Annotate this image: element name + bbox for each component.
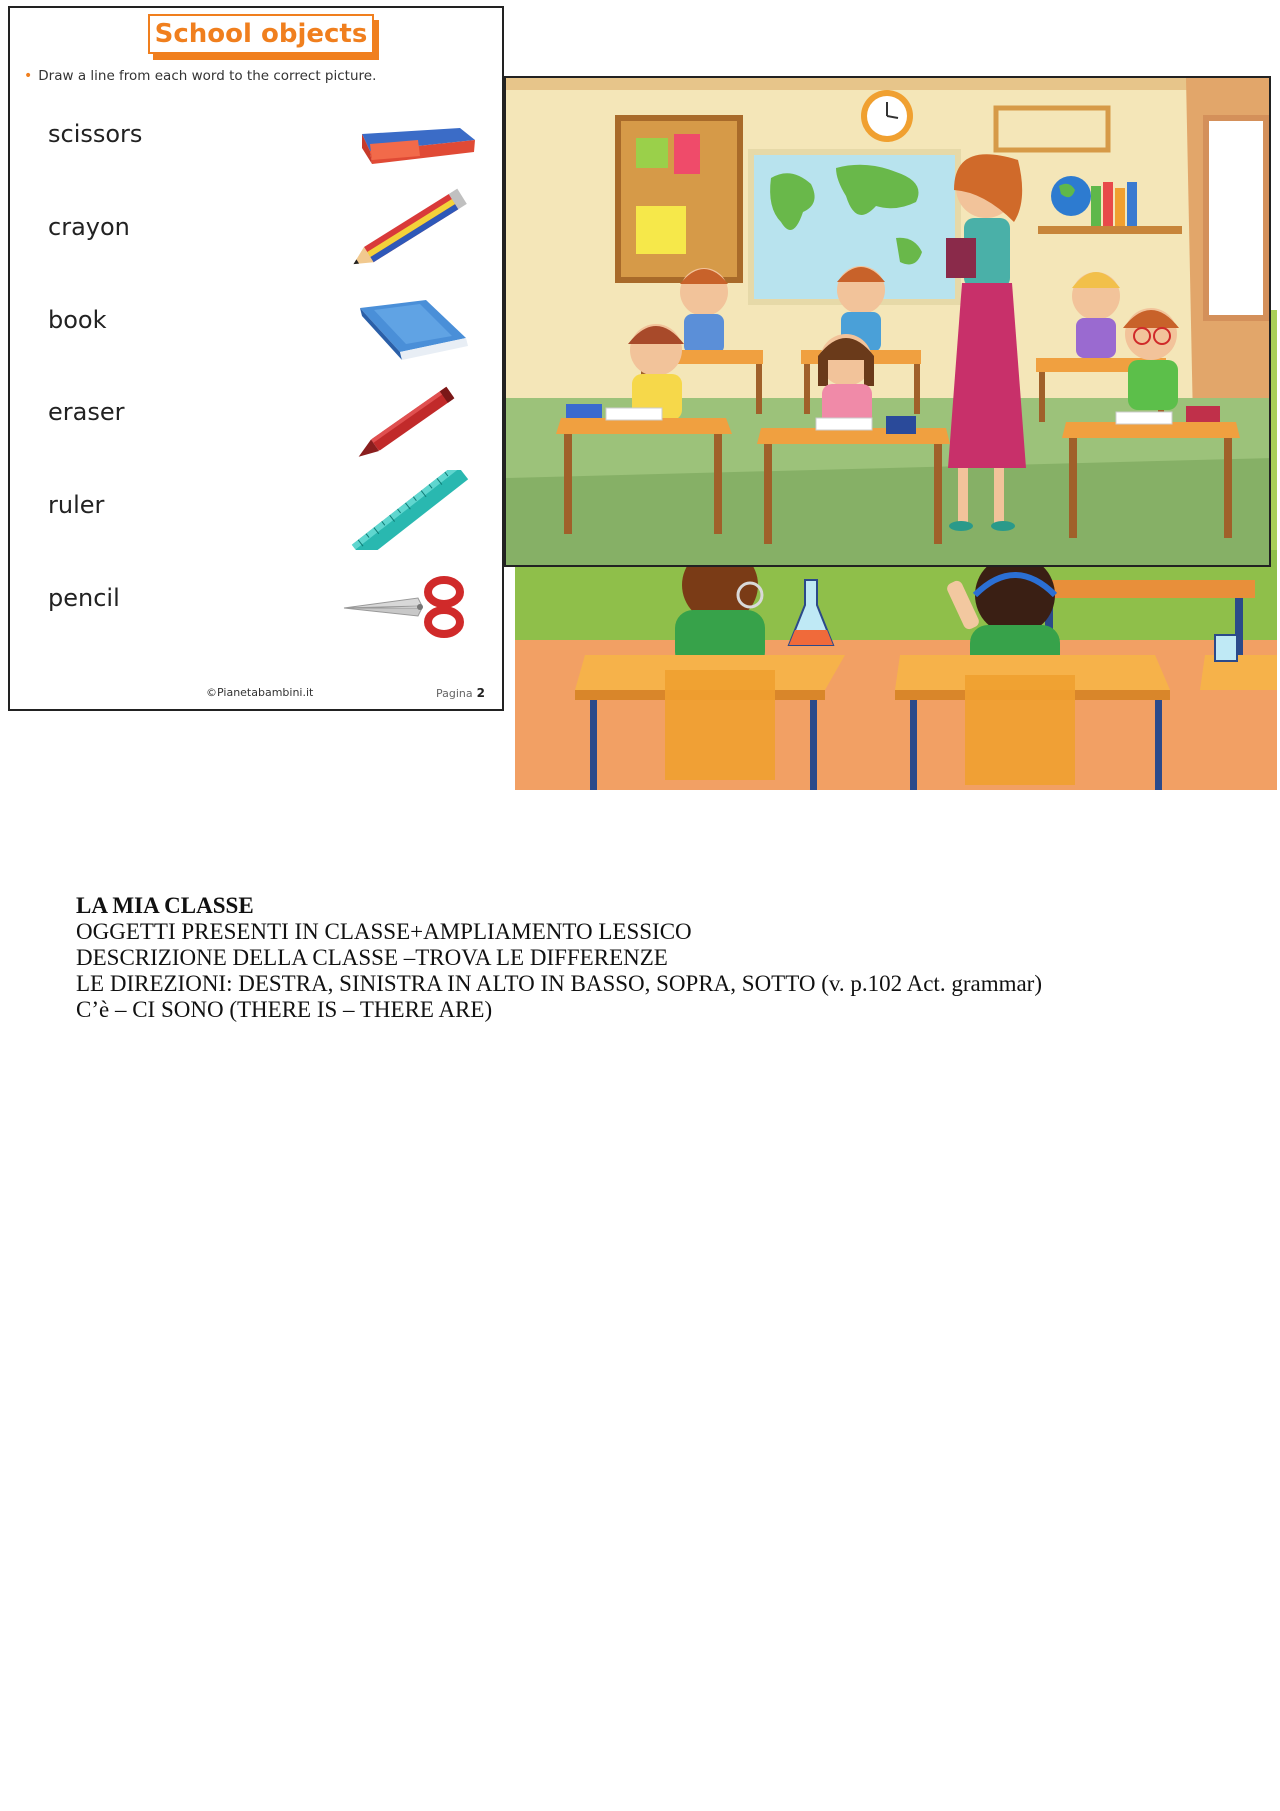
word-pencil: pencil (48, 584, 120, 612)
scissors-picture (340, 568, 480, 648)
ruler-picture (340, 470, 480, 550)
notes-heading: LA MIA CLASSE (76, 893, 254, 918)
bullet-icon: • (24, 68, 33, 84)
lesson-notes (76, 893, 1042, 1023)
word-scissors: scissors (48, 120, 143, 148)
crayon-picture (340, 380, 480, 460)
school-objects-worksheet (8, 6, 504, 711)
pencil-picture (340, 188, 480, 268)
notes-line: OGGETTI PRESENTI IN CLASSE+AMPLIAMENTO LESSICO (76, 919, 692, 944)
book-picture (340, 288, 480, 368)
worksheet-instruction: • Draw a line from each word to the correct picture. (24, 68, 377, 84)
worksheet-credit: ©Pianetabambini.it (206, 686, 314, 699)
worksheet-page-number: Pagina 2 (436, 686, 485, 700)
worksheet-title: School objects (148, 14, 374, 54)
word-eraser: eraser (48, 398, 125, 426)
notes-line: DESCRIZIONE DELLA CLASSE –TROVA LE DIFFERENZE (76, 945, 668, 970)
word-crayon: crayon (48, 213, 130, 241)
word-ruler: ruler (48, 491, 105, 519)
eraser-picture (340, 106, 480, 186)
word-book: book (48, 306, 107, 334)
notes-line: LE DIREZIONI: DESTRA, SINISTRA IN ALTO IN BASSO, SOPRA, SOTTO (v. p.102 Act. grammar) (76, 971, 1042, 996)
notes-line: C’è – CI SONO (THERE IS – THERE ARE) (76, 997, 493, 1022)
classroom-teacher-illustration (504, 76, 1271, 567)
